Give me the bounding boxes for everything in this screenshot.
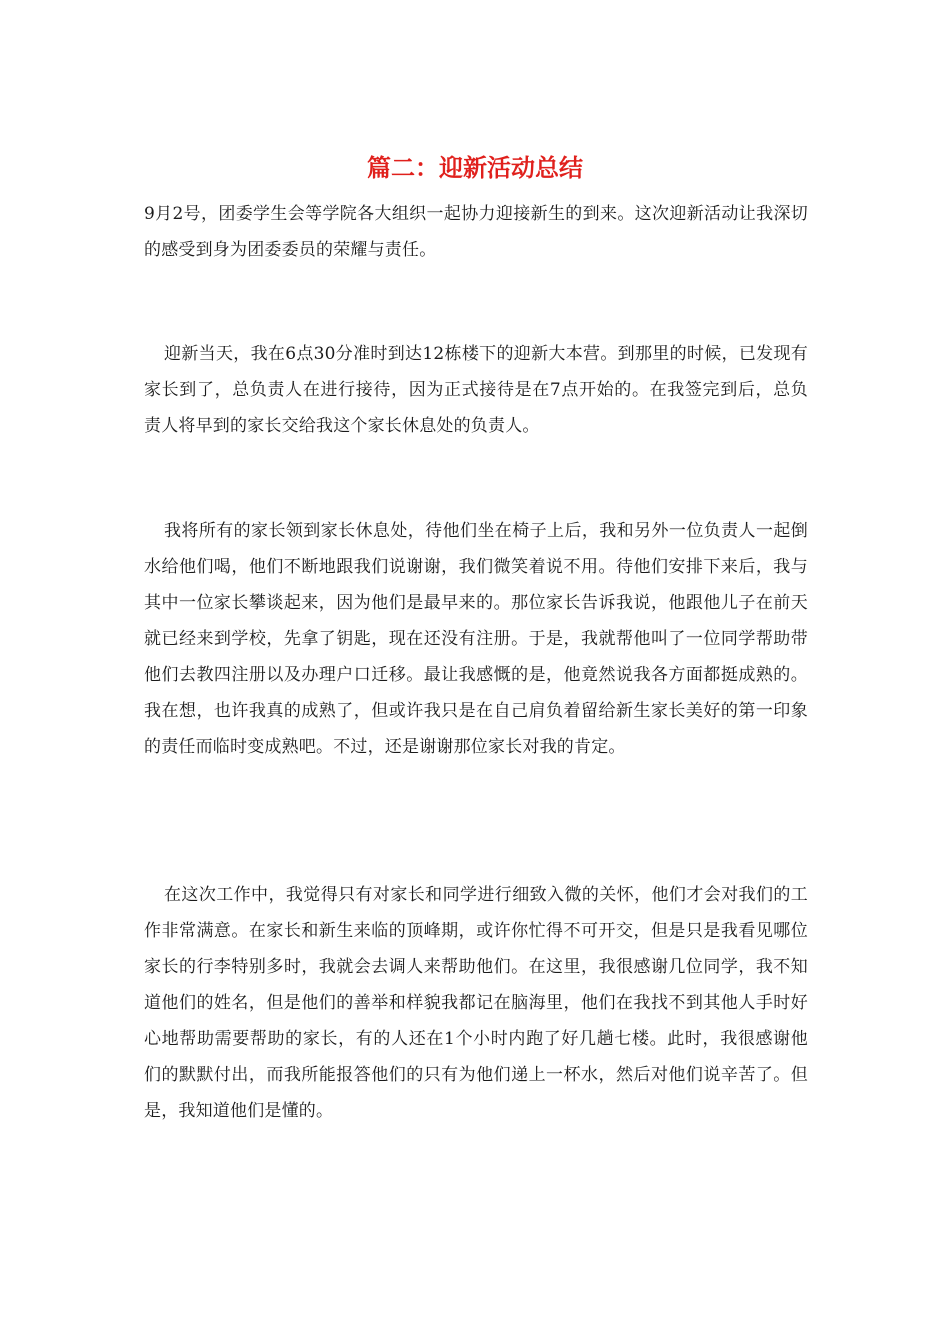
paragraph-2: 迎新当天，我在6点30分准时到达12栋楼下的迎新大本营。到那里的时候，已发现有家长到了，总负责人在进行接待，因为正式接待是在7点开始的。在我签完到后，总负责人将早到的家长交给我这个家长休息处的负责人。 [144, 344, 808, 436]
paragraph-4: 在这次工作中，我觉得只有对家长和同学进行细致入微的关怀，他们才会对我们的工作非常满意。在家长和新生来临的顶峰期，或许你忙得不可开交，但是只是我看见哪位家长的行李特别多时，我就会去调人来帮助他们。在这里，我很感谢几位同学，我不知道他们的姓名，但是他们的善举和样貌我都记在脑海里，他们在我找不到其他人手时好心地帮助需要帮助的家长，有的人还在1个小时内跑了好几趟七楼。此时，我很感谢他们的默默付出，而我所能报答他们的只有为他们递上一杯水，然后对他们说辛苦了。但是，我知道他们是懂的。 [144, 885, 808, 1121]
paragraph-1: 9月2号，团委学生会等学院各大组织一起协力迎接新生的到来。这次迎新活动让我深切的感受到身为团委委员的荣耀与责任。 [144, 204, 808, 260]
document-title: 篇二：迎新活动总结 [367, 153, 583, 182]
paragraph-3: 我将所有的家长领到家长休息处，待他们坐在椅子上后，我和另外一位负责人一起倒水给他们喝，他们不断地跟我们说谢谢，我们微笑着说不用。待他们安排下来后，我与其中一位家长攀谈起来，因为他们是最早来的。那位家长告诉我说，他跟他儿子在前天就已经来到学校，先拿了钥匙，现在还没有注册。于是，我就帮他叫了一位同学帮助带他们去教四注册以及办理户口迁移。最让我感慨的是，他竟然说我各方面都挺成熟的。我在想，也许我真的成熟了，但或许我只是在自己肩负着留给新生家长美好的第一印象的责任而临时变成熟吧。不过，还是谢谢那位家长对我的肯定。 [144, 521, 808, 757]
